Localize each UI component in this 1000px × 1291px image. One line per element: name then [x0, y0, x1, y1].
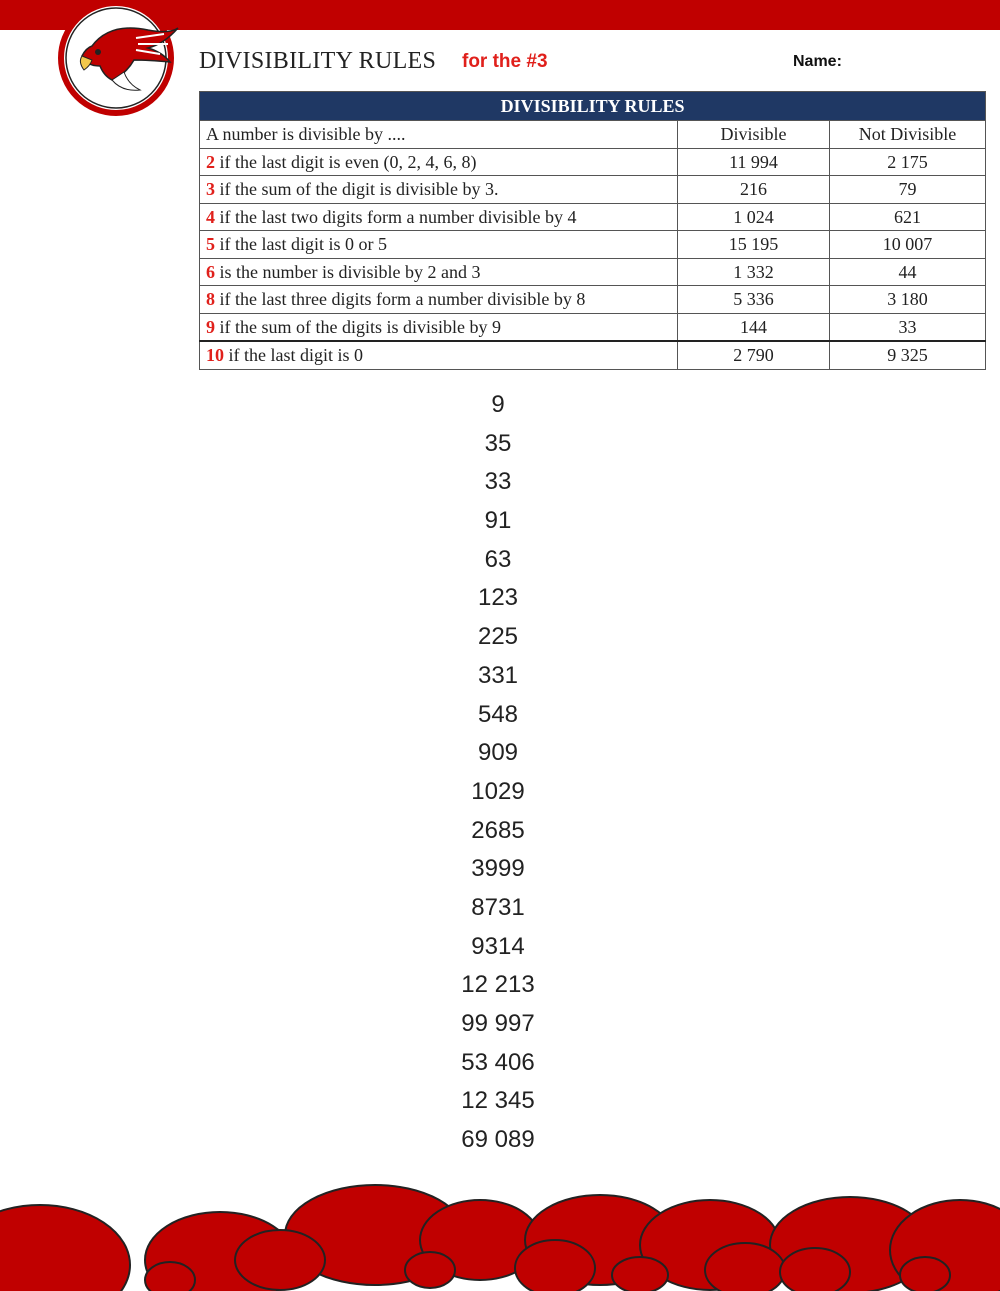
- number-item[interactable]: 331: [477, 661, 519, 689]
- not-divisible-example: 9 325: [830, 341, 986, 369]
- number-item[interactable]: 63: [484, 545, 512, 573]
- number-item[interactable]: 909: [477, 739, 519, 767]
- rule-text: if the sum of the digit is divisible by 3.: [219, 179, 499, 200]
- page-subtitle: for the #3: [462, 51, 548, 72]
- number-list: [398, 386, 598, 1160]
- number-item[interactable]: 33: [484, 468, 512, 496]
- table-row: [200, 313, 986, 341]
- rule-number: 4: [206, 206, 215, 227]
- number-item[interactable]: 9: [491, 391, 505, 418]
- not-divisible-example: 3 180: [830, 286, 986, 314]
- divisible-example: 15 195: [678, 231, 830, 259]
- table-row: [200, 176, 986, 204]
- table-row: [200, 341, 986, 369]
- table-title: DIVISIBILITY RULES: [200, 92, 986, 121]
- page-title: DIVISIBILITY RULES: [199, 48, 437, 74]
- not-divisible-example: 79: [830, 176, 986, 204]
- rule-cell: [200, 148, 678, 176]
- not-divisible-example: 2 175: [830, 148, 986, 176]
- number-item[interactable]: 12 213: [461, 971, 535, 999]
- table-row: [200, 148, 986, 176]
- rule-cell: [200, 231, 678, 259]
- number-item[interactable]: 225: [477, 623, 519, 651]
- rule-cell: [200, 176, 678, 204]
- rule-cell: [200, 313, 678, 341]
- rule-cell: [200, 286, 678, 314]
- rule-number: 9: [206, 316, 215, 337]
- divisible-example: 2 790: [678, 341, 830, 369]
- number-item[interactable]: 9314: [471, 932, 525, 960]
- not-divisible-example: 10 007: [830, 231, 986, 259]
- rule-text: if the last two digits form a number divisible by 4: [219, 206, 577, 227]
- rule-text: if the sum of the digits is divisible by 9: [219, 316, 501, 337]
- rule-text: if the last three digits form a number divisible by 8: [219, 289, 586, 310]
- name-label: Name:: [793, 53, 842, 70]
- red-circles-decoration: [0, 1180, 1000, 1291]
- number-item[interactable]: 3999: [471, 855, 525, 883]
- rule-cell: [200, 341, 678, 369]
- divisible-example: 11 994: [678, 148, 830, 176]
- not-divisible-example: 33: [830, 313, 986, 341]
- number-item[interactable]: 35: [484, 429, 512, 457]
- number-item[interactable]: 8731: [471, 893, 525, 921]
- number-item[interactable]: 99 997: [461, 1010, 535, 1037]
- hawk-mascot-logo: [52, 0, 188, 122]
- divisible-example: 5 336: [678, 286, 830, 314]
- rule-number: 8: [206, 289, 215, 310]
- rule-number: 6: [206, 261, 215, 282]
- rule-number: 3: [206, 179, 215, 200]
- table-row: [200, 231, 986, 259]
- table-row: [200, 258, 986, 286]
- number-item[interactable]: 69 089: [461, 1126, 535, 1154]
- rule-text: if the last digit is 0: [228, 345, 363, 366]
- not-divisible-example: 44: [830, 258, 986, 286]
- column-header-rule: A number is divisible by ....: [200, 121, 678, 149]
- rule-number: 2: [206, 151, 215, 172]
- rule-cell: [200, 203, 678, 231]
- rule-number: 10: [206, 345, 224, 366]
- divisible-example: 1 332: [678, 258, 830, 286]
- number-item[interactable]: 1029: [471, 777, 525, 805]
- number-item[interactable]: 123: [477, 584, 519, 612]
- divisibility-rules-table: [199, 91, 986, 370]
- divisible-example: 1 024: [678, 203, 830, 231]
- column-header-not-divisible: Not Divisible: [830, 121, 986, 149]
- number-item[interactable]: 12 345: [461, 1087, 535, 1115]
- table-row: [200, 286, 986, 314]
- rule-text: is the number is divisible by 2 and 3: [219, 261, 481, 282]
- number-item[interactable]: 53 406: [461, 1048, 535, 1076]
- column-header-divisible: Divisible: [678, 121, 830, 149]
- rule-text: if the last digit is 0 or 5: [219, 234, 387, 255]
- number-item[interactable]: 2685: [471, 816, 525, 844]
- rule-text: if the last digit is even (0, 2, 4, 6, 8): [219, 151, 477, 172]
- number-item[interactable]: 91: [484, 507, 512, 535]
- rule-cell: [200, 258, 678, 286]
- divisible-example: 216: [678, 176, 830, 204]
- divisible-example: 144: [678, 313, 830, 341]
- rule-number: 5: [206, 234, 215, 255]
- not-divisible-example: 621: [830, 203, 986, 231]
- table-row: [200, 203, 986, 231]
- number-item[interactable]: 548: [477, 700, 519, 728]
